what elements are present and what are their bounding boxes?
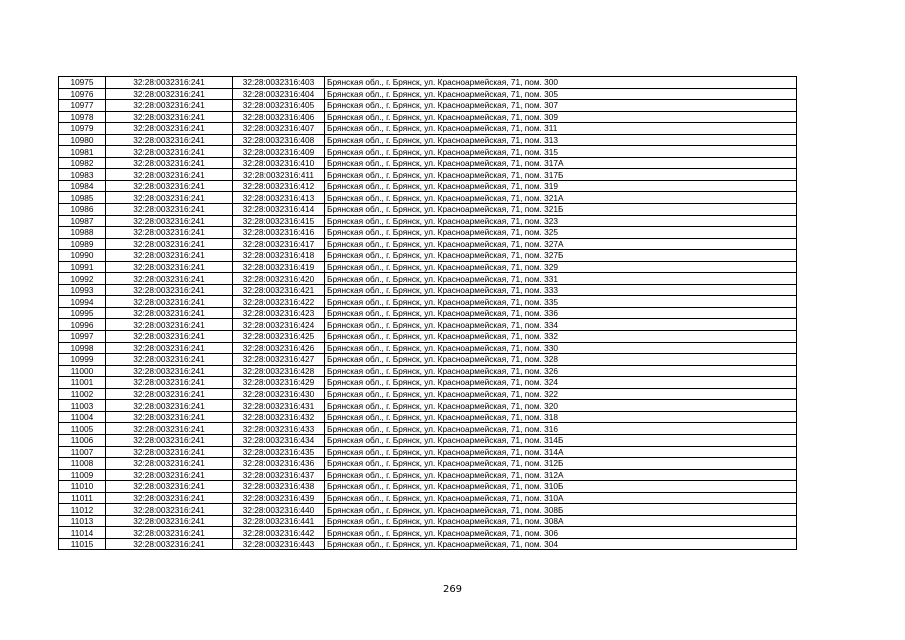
row-number-cell: 10977 [59, 100, 106, 112]
address-cell: Брянская обл., г. Брянск, ул. Красноармейская, 71, пом. 335 [325, 296, 797, 308]
address-cell: Брянская обл., г. Брянск, ул. Красноармейская, 71, пом. 334 [325, 319, 797, 331]
cadastral-number-cell: 32:28:0032316:409 [233, 146, 325, 158]
row-number-cell: 10975 [59, 77, 106, 89]
address-cell: Брянская обл., г. Брянск, ул. Красноармейская, 71, пом. 327Б [325, 250, 797, 262]
cadastral-number-cell: 32:28:0032316:406 [233, 111, 325, 123]
row-number-cell: 10996 [59, 319, 106, 331]
parent-cadastral-number-cell: 32:28:0032316:241 [106, 342, 233, 354]
parent-cadastral-number-cell: 32:28:0032316:241 [106, 204, 233, 216]
row-number-cell: 10989 [59, 238, 106, 250]
row-number-cell: 10995 [59, 307, 106, 319]
parent-cadastral-number-cell: 32:28:0032316:241 [106, 331, 233, 343]
cadastral-number-cell: 32:28:0032316:433 [233, 423, 325, 435]
table-row [59, 111, 797, 123]
address-cell: Брянская обл., г. Брянск, ул. Красноармейская, 71, пом. 329 [325, 261, 797, 273]
cadastral-number-cell: 32:28:0032316:414 [233, 204, 325, 216]
table-row [59, 400, 797, 412]
row-number-cell: 10992 [59, 273, 106, 285]
row-number-cell: 10998 [59, 342, 106, 354]
row-number-cell: 11006 [59, 434, 106, 446]
cadastral-number-cell: 32:28:0032316:438 [233, 481, 325, 493]
parent-cadastral-number-cell: 32:28:0032316:241 [106, 296, 233, 308]
address-cell: Брянская обл., г. Брянск, ул. Красноармейская, 71, пом. 323 [325, 215, 797, 227]
parent-cadastral-number-cell: 32:28:0032316:241 [106, 377, 233, 389]
address-cell: Брянская обл., г. Брянск, ул. Красноармейская, 71, пом. 312Б [325, 458, 797, 470]
row-number-cell: 10985 [59, 192, 106, 204]
cadastral-number-cell: 32:28:0032316:425 [233, 331, 325, 343]
table-row [59, 434, 797, 446]
row-number-cell: 11012 [59, 504, 106, 516]
row-number-cell: 11001 [59, 377, 106, 389]
address-cell: Брянская обл., г. Брянск, ул. Красноармейская, 71, пом. 325 [325, 227, 797, 239]
table-row [59, 342, 797, 354]
table-row [59, 146, 797, 158]
table-row [59, 423, 797, 435]
page-number: 269 [442, 584, 463, 595]
table-row [59, 169, 797, 181]
row-number-cell: 10994 [59, 296, 106, 308]
cadastral-number-cell: 32:28:0032316:437 [233, 469, 325, 481]
cadastral-number-cell: 32:28:0032316:417 [233, 238, 325, 250]
table-row [59, 227, 797, 239]
parent-cadastral-number-cell: 32:28:0032316:241 [106, 169, 233, 181]
address-cell: Брянская обл., г. Брянск, ул. Красноармейская, 71, пом. 316 [325, 423, 797, 435]
cadastral-number-cell: 32:28:0032316:419 [233, 261, 325, 273]
address-cell: Брянская обл., г. Брянск, ул. Красноармейская, 71, пом. 320 [325, 400, 797, 412]
row-number-cell: 10979 [59, 123, 106, 135]
table-row [59, 284, 797, 296]
table-row [59, 388, 797, 400]
table-row [59, 365, 797, 377]
address-cell: Брянская обл., г. Брянск, ул. Красноармейская, 71, пом. 312А [325, 469, 797, 481]
table-row [59, 354, 797, 366]
address-cell: Брянская обл., г. Брянск, ул. Красноармейская, 71, пом. 332 [325, 331, 797, 343]
row-number-cell: 10999 [59, 354, 106, 366]
table-row [59, 215, 797, 227]
address-cell: Брянская обл., г. Брянск, ул. Красноармейская, 71, пом. 328 [325, 354, 797, 366]
row-number-cell: 10987 [59, 215, 106, 227]
table-row [59, 492, 797, 504]
row-number-cell: 11014 [59, 527, 106, 539]
address-cell: Брянская обл., г. Брянск, ул. Красноармейская, 71, пом. 310Б [325, 481, 797, 493]
table-row [59, 238, 797, 250]
cadastral-number-cell: 32:28:0032316:416 [233, 227, 325, 239]
parent-cadastral-number-cell: 32:28:0032316:241 [106, 411, 233, 423]
cadastral-number-cell: 32:28:0032316:420 [233, 273, 325, 285]
cadastral-number-cell: 32:28:0032316:442 [233, 527, 325, 539]
parent-cadastral-number-cell: 32:28:0032316:241 [106, 458, 233, 470]
table-row [59, 481, 797, 493]
cadastral-number-cell: 32:28:0032316:410 [233, 157, 325, 169]
cadastral-number-cell: 32:28:0032316:405 [233, 100, 325, 112]
parent-cadastral-number-cell: 32:28:0032316:241 [106, 227, 233, 239]
parent-cadastral-number-cell: 32:28:0032316:241 [106, 400, 233, 412]
address-cell: Брянская обл., г. Брянск, ул. Красноармейская, 71, пом. 317А [325, 157, 797, 169]
property-register-table [58, 76, 797, 550]
parent-cadastral-number-cell: 32:28:0032316:241 [106, 261, 233, 273]
cadastral-number-cell: 32:28:0032316:428 [233, 365, 325, 377]
parent-cadastral-number-cell: 32:28:0032316:241 [106, 504, 233, 516]
parent-cadastral-number-cell: 32:28:0032316:241 [106, 123, 233, 135]
cadastral-number-cell: 32:28:0032316:415 [233, 215, 325, 227]
address-cell: Брянская обл., г. Брянск, ул. Красноармейская, 71, пом. 321А [325, 192, 797, 204]
table-row [59, 134, 797, 146]
row-number-cell: 10976 [59, 88, 106, 100]
address-cell: Брянская обл., г. Брянск, ул. Красноармейская, 71, пом. 319 [325, 180, 797, 192]
address-cell: Брянская обл., г. Брянск, ул. Красноармейская, 71, пом. 333 [325, 284, 797, 296]
row-number-cell: 10990 [59, 250, 106, 262]
address-cell: Брянская обл., г. Брянск, ул. Красноармейская, 71, пом. 327А [325, 238, 797, 250]
cadastral-number-cell: 32:28:0032316:426 [233, 342, 325, 354]
cadastral-number-cell: 32:28:0032316:439 [233, 492, 325, 504]
address-cell: Брянская обл., г. Брянск, ул. Красноармейская, 71, пом. 314Б [325, 434, 797, 446]
address-cell: Брянская обл., г. Брянск, ул. Красноармейская, 71, пом. 331 [325, 273, 797, 285]
table-row [59, 192, 797, 204]
cadastral-number-cell: 32:28:0032316:424 [233, 319, 325, 331]
table-row [59, 469, 797, 481]
address-cell: Брянская обл., г. Брянск, ул. Красноармейская, 71, пом. 326 [325, 365, 797, 377]
table-row [59, 157, 797, 169]
parent-cadastral-number-cell: 32:28:0032316:241 [106, 354, 233, 366]
address-cell: Брянская обл., г. Брянск, ул. Красноармейская, 71, пом. 318 [325, 411, 797, 423]
table-row [59, 504, 797, 516]
row-number-cell: 10988 [59, 227, 106, 239]
table-row [59, 331, 797, 343]
row-number-cell: 11004 [59, 411, 106, 423]
address-cell: Брянская обл., г. Брянск, ул. Красноармейская, 71, пом. 321Б [325, 204, 797, 216]
table-row [59, 100, 797, 112]
cadastral-number-cell: 32:28:0032316:423 [233, 307, 325, 319]
table-row [59, 377, 797, 389]
parent-cadastral-number-cell: 32:28:0032316:241 [106, 100, 233, 112]
table-row [59, 250, 797, 262]
table-row [59, 88, 797, 100]
cadastral-number-cell: 32:28:0032316:412 [233, 180, 325, 192]
parent-cadastral-number-cell: 32:28:0032316:241 [106, 469, 233, 481]
cadastral-number-cell: 32:28:0032316:427 [233, 354, 325, 366]
row-number-cell: 11002 [59, 388, 106, 400]
cadastral-number-cell: 32:28:0032316:434 [233, 434, 325, 446]
row-number-cell: 11007 [59, 446, 106, 458]
parent-cadastral-number-cell: 32:28:0032316:241 [106, 250, 233, 262]
row-number-cell: 11003 [59, 400, 106, 412]
address-cell: Брянская обл., г. Брянск, ул. Красноармейская, 71, пом. 305 [325, 88, 797, 100]
cadastral-number-cell: 32:28:0032316:430 [233, 388, 325, 400]
address-cell: Брянская обл., г. Брянск, ул. Красноармейская, 71, пом. 322 [325, 388, 797, 400]
row-number-cell: 11000 [59, 365, 106, 377]
row-number-cell: 10993 [59, 284, 106, 296]
table-row [59, 319, 797, 331]
cadastral-number-cell: 32:28:0032316:432 [233, 411, 325, 423]
row-number-cell: 10984 [59, 180, 106, 192]
address-cell: Брянская обл., г. Брянск, ул. Красноармейская, 71, пом. 300 [325, 77, 797, 89]
address-cell: Брянская обл., г. Брянск, ул. Красноармейская, 71, пом. 309 [325, 111, 797, 123]
row-number-cell: 10978 [59, 111, 106, 123]
row-number-cell: 10986 [59, 204, 106, 216]
row-number-cell: 11011 [59, 492, 106, 504]
cadastral-number-cell: 32:28:0032316:407 [233, 123, 325, 135]
table-row [59, 515, 797, 527]
row-number-cell: 10980 [59, 134, 106, 146]
cadastral-number-cell: 32:28:0032316:403 [233, 77, 325, 89]
table-row [59, 458, 797, 470]
address-cell: Брянская обл., г. Брянск, ул. Красноармейская, 71, пом. 324 [325, 377, 797, 389]
parent-cadastral-number-cell: 32:28:0032316:241 [106, 88, 233, 100]
row-number-cell: 10981 [59, 146, 106, 158]
cadastral-number-cell: 32:28:0032316:413 [233, 192, 325, 204]
row-number-cell: 10983 [59, 169, 106, 181]
table-row [59, 446, 797, 458]
parent-cadastral-number-cell: 32:28:0032316:241 [106, 238, 233, 250]
parent-cadastral-number-cell: 32:28:0032316:241 [106, 423, 233, 435]
parent-cadastral-number-cell: 32:28:0032316:241 [106, 77, 233, 89]
row-number-cell: 10982 [59, 157, 106, 169]
cadastral-number-cell: 32:28:0032316:422 [233, 296, 325, 308]
parent-cadastral-number-cell: 32:28:0032316:241 [106, 446, 233, 458]
parent-cadastral-number-cell: 32:28:0032316:241 [106, 134, 233, 146]
table-row [59, 180, 797, 192]
address-cell: Брянская обл., г. Брянск, ул. Красноармейская, 71, пом. 311 [325, 123, 797, 135]
parent-cadastral-number-cell: 32:28:0032316:241 [106, 192, 233, 204]
parent-cadastral-number-cell: 32:28:0032316:241 [106, 527, 233, 539]
row-number-cell: 11009 [59, 469, 106, 481]
cadastral-number-cell: 32:28:0032316:429 [233, 377, 325, 389]
cadastral-number-cell: 32:28:0032316:443 [233, 538, 325, 550]
parent-cadastral-number-cell: 32:28:0032316:241 [106, 492, 233, 504]
parent-cadastral-number-cell: 32:28:0032316:241 [106, 273, 233, 285]
address-cell: Брянская обл., г. Брянск, ул. Красноармейская, 71, пом. 307 [325, 100, 797, 112]
parent-cadastral-number-cell: 32:28:0032316:241 [106, 307, 233, 319]
table-row [59, 307, 797, 319]
parent-cadastral-number-cell: 32:28:0032316:241 [106, 434, 233, 446]
table-row [59, 296, 797, 308]
table-row [59, 538, 797, 550]
address-cell: Брянская обл., г. Брянск, ул. Красноармейская, 71, пом. 317Б [325, 169, 797, 181]
address-cell: Брянская обл., г. Брянск, ул. Красноармейская, 71, пом. 313 [325, 134, 797, 146]
cadastral-number-cell: 32:28:0032316:404 [233, 88, 325, 100]
table-row [59, 77, 797, 89]
table-row [59, 273, 797, 285]
cadastral-number-cell: 32:28:0032316:411 [233, 169, 325, 181]
address-cell: Брянская обл., г. Брянск, ул. Красноармейская, 71, пом. 330 [325, 342, 797, 354]
parent-cadastral-number-cell: 32:28:0032316:241 [106, 215, 233, 227]
parent-cadastral-number-cell: 32:28:0032316:241 [106, 388, 233, 400]
parent-cadastral-number-cell: 32:28:0032316:241 [106, 538, 233, 550]
parent-cadastral-number-cell: 32:28:0032316:241 [106, 319, 233, 331]
address-cell: Брянская обл., г. Брянск, ул. Красноармейская, 71, пом. 308А [325, 515, 797, 527]
address-cell: Брянская обл., г. Брянск, ул. Красноармейская, 71, пом. 336 [325, 307, 797, 319]
table-row [59, 411, 797, 423]
table-row [59, 527, 797, 539]
row-number-cell: 11015 [59, 538, 106, 550]
table-row [59, 261, 797, 273]
address-cell: Брянская обл., г. Брянск, ул. Красноармейская, 71, пом. 304 [325, 538, 797, 550]
register-table-body [59, 77, 797, 550]
cadastral-number-cell: 32:28:0032316:408 [233, 134, 325, 146]
parent-cadastral-number-cell: 32:28:0032316:241 [106, 284, 233, 296]
row-number-cell: 10997 [59, 331, 106, 343]
parent-cadastral-number-cell: 32:28:0032316:241 [106, 180, 233, 192]
parent-cadastral-number-cell: 32:28:0032316:241 [106, 157, 233, 169]
row-number-cell: 10991 [59, 261, 106, 273]
cadastral-number-cell: 32:28:0032316:421 [233, 284, 325, 296]
cadastral-number-cell: 32:28:0032316:436 [233, 458, 325, 470]
row-number-cell: 11005 [59, 423, 106, 435]
address-cell: Брянская обл., г. Брянск, ул. Красноармейская, 71, пом. 315 [325, 146, 797, 158]
cadastral-number-cell: 32:28:0032316:418 [233, 250, 325, 262]
table-row [59, 123, 797, 135]
address-cell: Брянская обл., г. Брянск, ул. Красноармейская, 71, пом. 308Б [325, 504, 797, 516]
parent-cadastral-number-cell: 32:28:0032316:241 [106, 365, 233, 377]
address-cell: Брянская обл., г. Брянск, ул. Красноармейская, 71, пом. 314А [325, 446, 797, 458]
parent-cadastral-number-cell: 32:28:0032316:241 [106, 111, 233, 123]
address-cell: Брянская обл., г. Брянск, ул. Красноармейская, 71, пом. 310А [325, 492, 797, 504]
row-number-cell: 11013 [59, 515, 106, 527]
table-row [59, 204, 797, 216]
cadastral-number-cell: 32:28:0032316:440 [233, 504, 325, 516]
parent-cadastral-number-cell: 32:28:0032316:241 [106, 481, 233, 493]
cadastral-number-cell: 32:28:0032316:435 [233, 446, 325, 458]
parent-cadastral-number-cell: 32:28:0032316:241 [106, 515, 233, 527]
row-number-cell: 11008 [59, 458, 106, 470]
address-cell: Брянская обл., г. Брянск, ул. Красноармейская, 71, пом. 306 [325, 527, 797, 539]
row-number-cell: 11010 [59, 481, 106, 493]
cadastral-number-cell: 32:28:0032316:441 [233, 515, 325, 527]
parent-cadastral-number-cell: 32:28:0032316:241 [106, 146, 233, 158]
cadastral-number-cell: 32:28:0032316:431 [233, 400, 325, 412]
